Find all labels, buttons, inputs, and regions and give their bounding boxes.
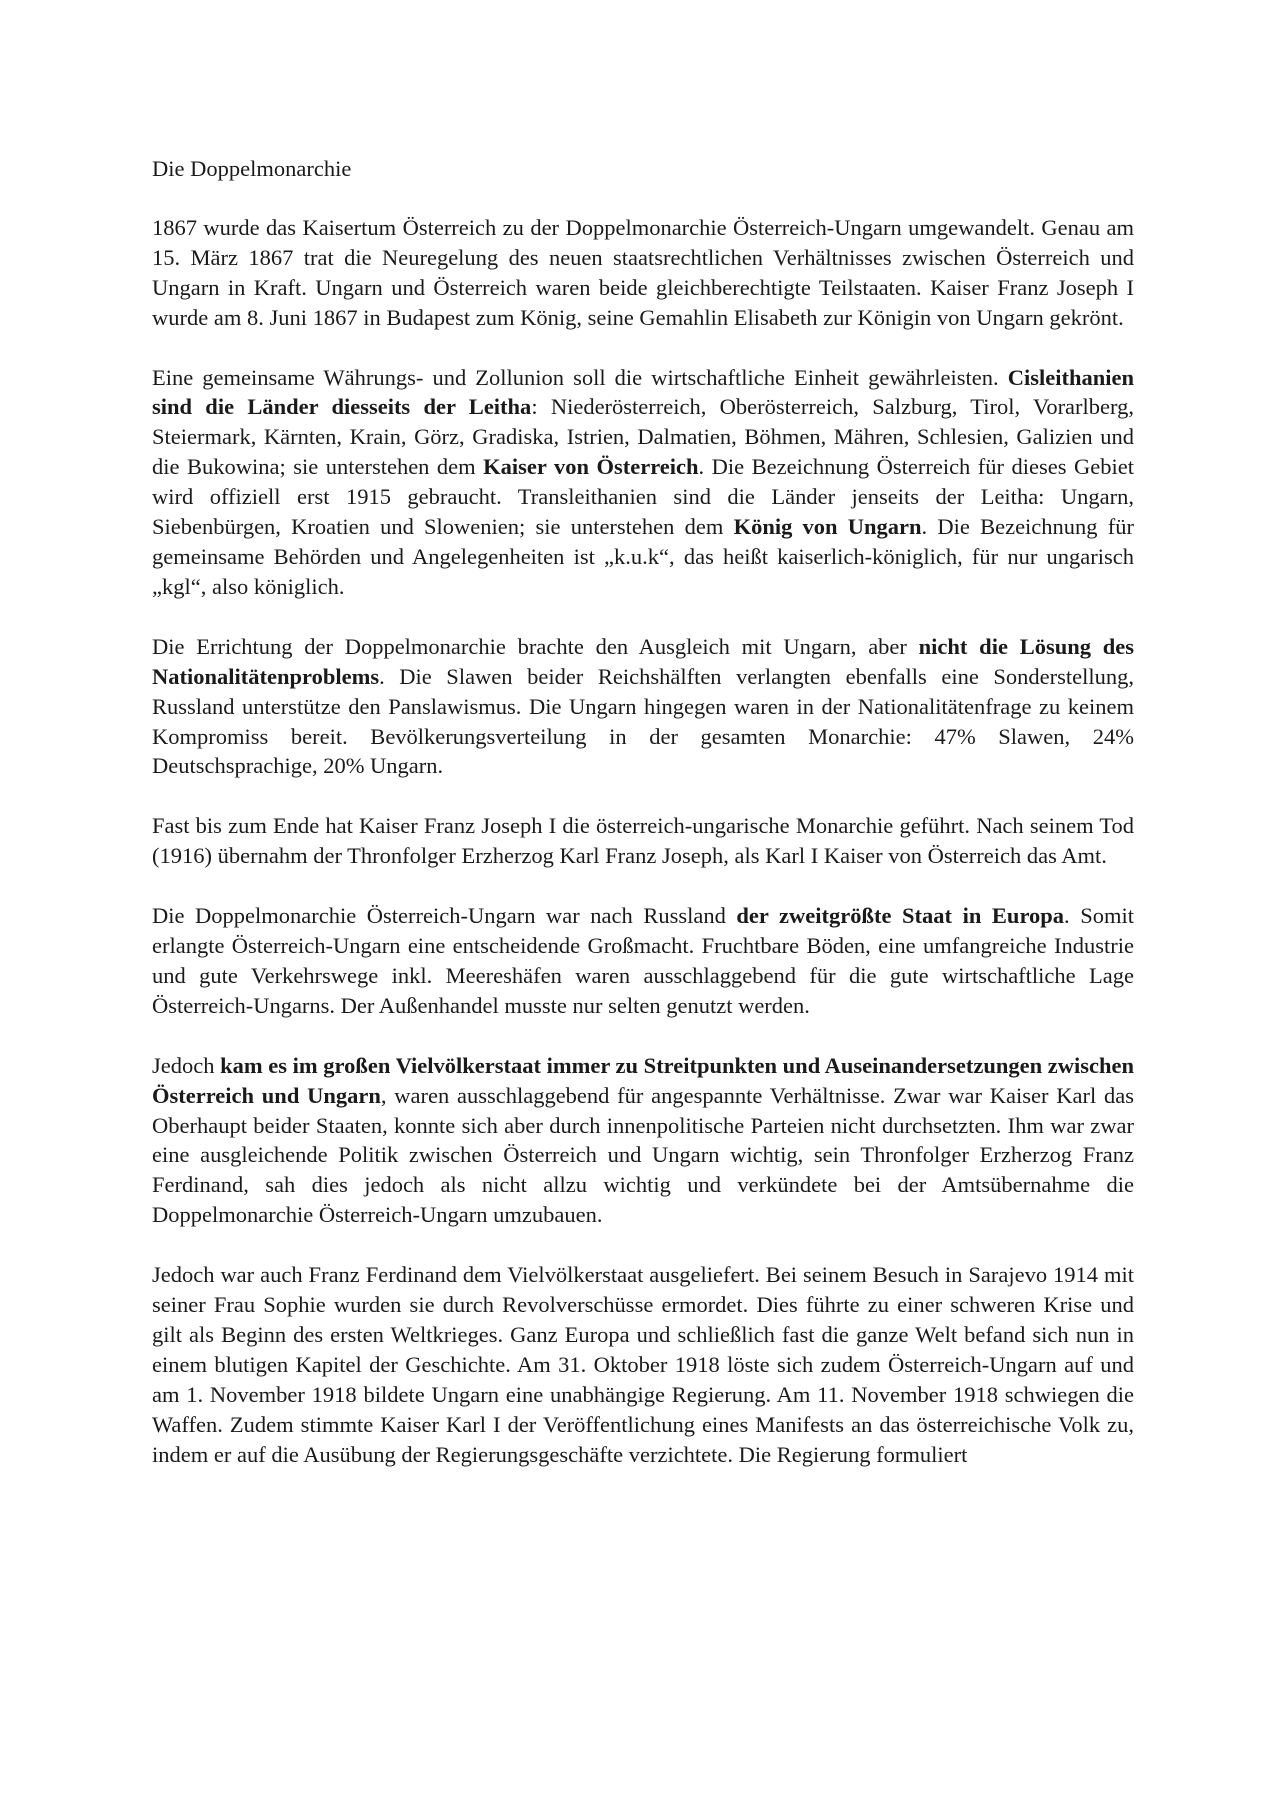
bold-text: kam es im großen Vielvölkerstaat immer zu Streitpunkten und Auseinandersetzungen zwischen Österreich und Ungarn	[152, 1052, 1134, 1108]
text-run: . Somit erlangte Österreich-Ungarn eine entscheidende Großmacht. Fruchtbare Böden, eine umfangreiche Industrie und gute Verkehrswege inkl. Meereshäfen waren ausschlaggebend für die gute wirtschaftliche Lage Österreich-Ungarns. Der Außenhandel musste nur selten genutzt werden.	[152, 903, 1134, 1018]
paragraph-5	[152, 901, 1134, 1021]
paragraph-2	[152, 363, 1134, 602]
document-page	[152, 154, 1134, 1500]
text-run: Die Doppelmonarchie Österreich-Ungarn war nach Russland	[152, 903, 737, 929]
text-run: . Die Slawen beider Reichshälften verlangten ebenfalls eine Sonderstellung, Russland unterstütze den Panslawismus. Die Ungarn hingegen waren in der Nationalitätenfrage zu keinem Kompromiss bereit. Bevölkerungsverteilung in der gesamten Monarchie: 47% Slawen, 24% Deutschsprachige, 20% Ungarn.	[152, 663, 1134, 779]
text-run: Eine gemeinsame Währungs- und Zollunion soll die wirtschaftliche Einheit gewährleisten.	[152, 364, 1008, 390]
paragraph-4	[152, 811, 1134, 871]
text-run: : Niederösterreich, Oberösterreich, Salzburg, Tirol, Vorarlberg, Steiermark, Kärnten, Krain, Görz, Gradiska, Istrien, Dalmatien, Böhmen, Mähren, Schlesien, Galizien und die Bukowina; sie unterstehen dem	[152, 394, 1134, 480]
paragraph-6	[152, 1051, 1134, 1230]
paragraph-3	[152, 632, 1134, 782]
text-run: Die Errichtung der Doppelmonarchie brachte den Ausgleich mit Ungarn, aber	[152, 633, 919, 659]
text-run: . Die Bezeichnung für gemeinsame Behörden und Angelegenheiten ist „k.u.k“, das heißt kaiserlich-königlich, für nur ungarisch „kgl“, also königlich.	[152, 514, 1134, 599]
bold-text: nicht die Lösung des Nationalitätenproblems	[152, 633, 1134, 689]
bold-text: Cisleithanien sind die Länder diesseits der Leitha	[152, 364, 1134, 420]
text-run: , waren ausschlaggebend für angespannte Verhältnisse. Zwar war Kaiser Karl das Oberhaupt beider Staaten, konnte sich aber durch innenpolitische Parteien nicht durchsetzten. Ihm war zwar eine ausgleichende Politik zwischen Österreich und Ungarn wichtig, sein Thronfolger Erzherzog Franz Ferdinand, sah dies jedoch als nicht allzu wichtig und verkündete bei der Amtsübernahme die Doppelmonarchie Österreich-Ungarn umzubauen.	[152, 1082, 1134, 1228]
text-run: . Die Bezeichnung Österreich für dieses Gebiet wird offiziell erst 1915 gebraucht. Transleithanien sind die Länder jenseits der Leitha: Ungarn, Siebenbürgen, Kroatien und Slowenien; sie unterstehen dem	[152, 454, 1134, 540]
bold-text: König von Ungarn	[733, 514, 922, 540]
text-run: Jedoch war auch Franz Ferdinand dem Vielvölkerstaat ausgeliefert. Bei seinem Besuch in Sarajevo 1914 mit seiner Frau Sophie wurden sie durch Revolverschüsse ermordet. Dies führte zu einer schweren Krise und gilt als Beginn des ersten Weltkrieges. Ganz Europa und schließlich fast die ganze Welt befand sich nun in einem blutigen Kapitel der Geschichte. Am 31. Oktober 1918 löste sich zudem Österreich-Ungarn auf und am 1. November 1918 bildete Ungarn eine unabhängige Regierung. Am 11. November 1918 schwiegen die Waffen. Zudem stimmte Kaiser Karl I der Veröffentlichung eines Manifests an das österreichische Volk zu, indem er auf die Ausübung der Regierungsgeschäfte verzichtete. Die Regierung formuliert	[152, 1262, 1134, 1467]
text-run: 1867 wurde das Kaisertum Österreich zu der Doppelmonarchie Österreich-Ungarn umgewandelt. Genau am 15. März 1867 trat die Neuregelung des neuen staatsrechtlichen Verhältnisses zwischen Österreich und Ungarn in Kraft. Ungarn und Österreich waren beide gleichberechtigte Teilstaaten. Kaiser Franz Joseph I wurde am 8. Juni 1867 in Budapest zum König, seine Gemahlin Elisabeth zur Königin von Ungarn gekrönt.	[152, 214, 1134, 330]
bold-text: Kaiser von Österreich	[483, 454, 699, 480]
document-title: Die Doppelmonarchie	[152, 156, 352, 181]
text-run: Jedoch	[152, 1052, 221, 1078]
paragraph-1	[152, 213, 1134, 333]
text-run: Fast bis zum Ende hat Kaiser Franz Joseph I die österreich-ungarische Monarchie geführt. Nach seinem Tod (1916) übernahm der Thronfolger Erzherzog Karl Franz Joseph, als Karl I Kaiser von Österreich das Amt.	[152, 813, 1134, 869]
paragraph-7	[152, 1260, 1134, 1469]
bold-text: der zweitgrößte Staat in Europa	[736, 903, 1065, 929]
document-body	[152, 213, 1134, 1470]
